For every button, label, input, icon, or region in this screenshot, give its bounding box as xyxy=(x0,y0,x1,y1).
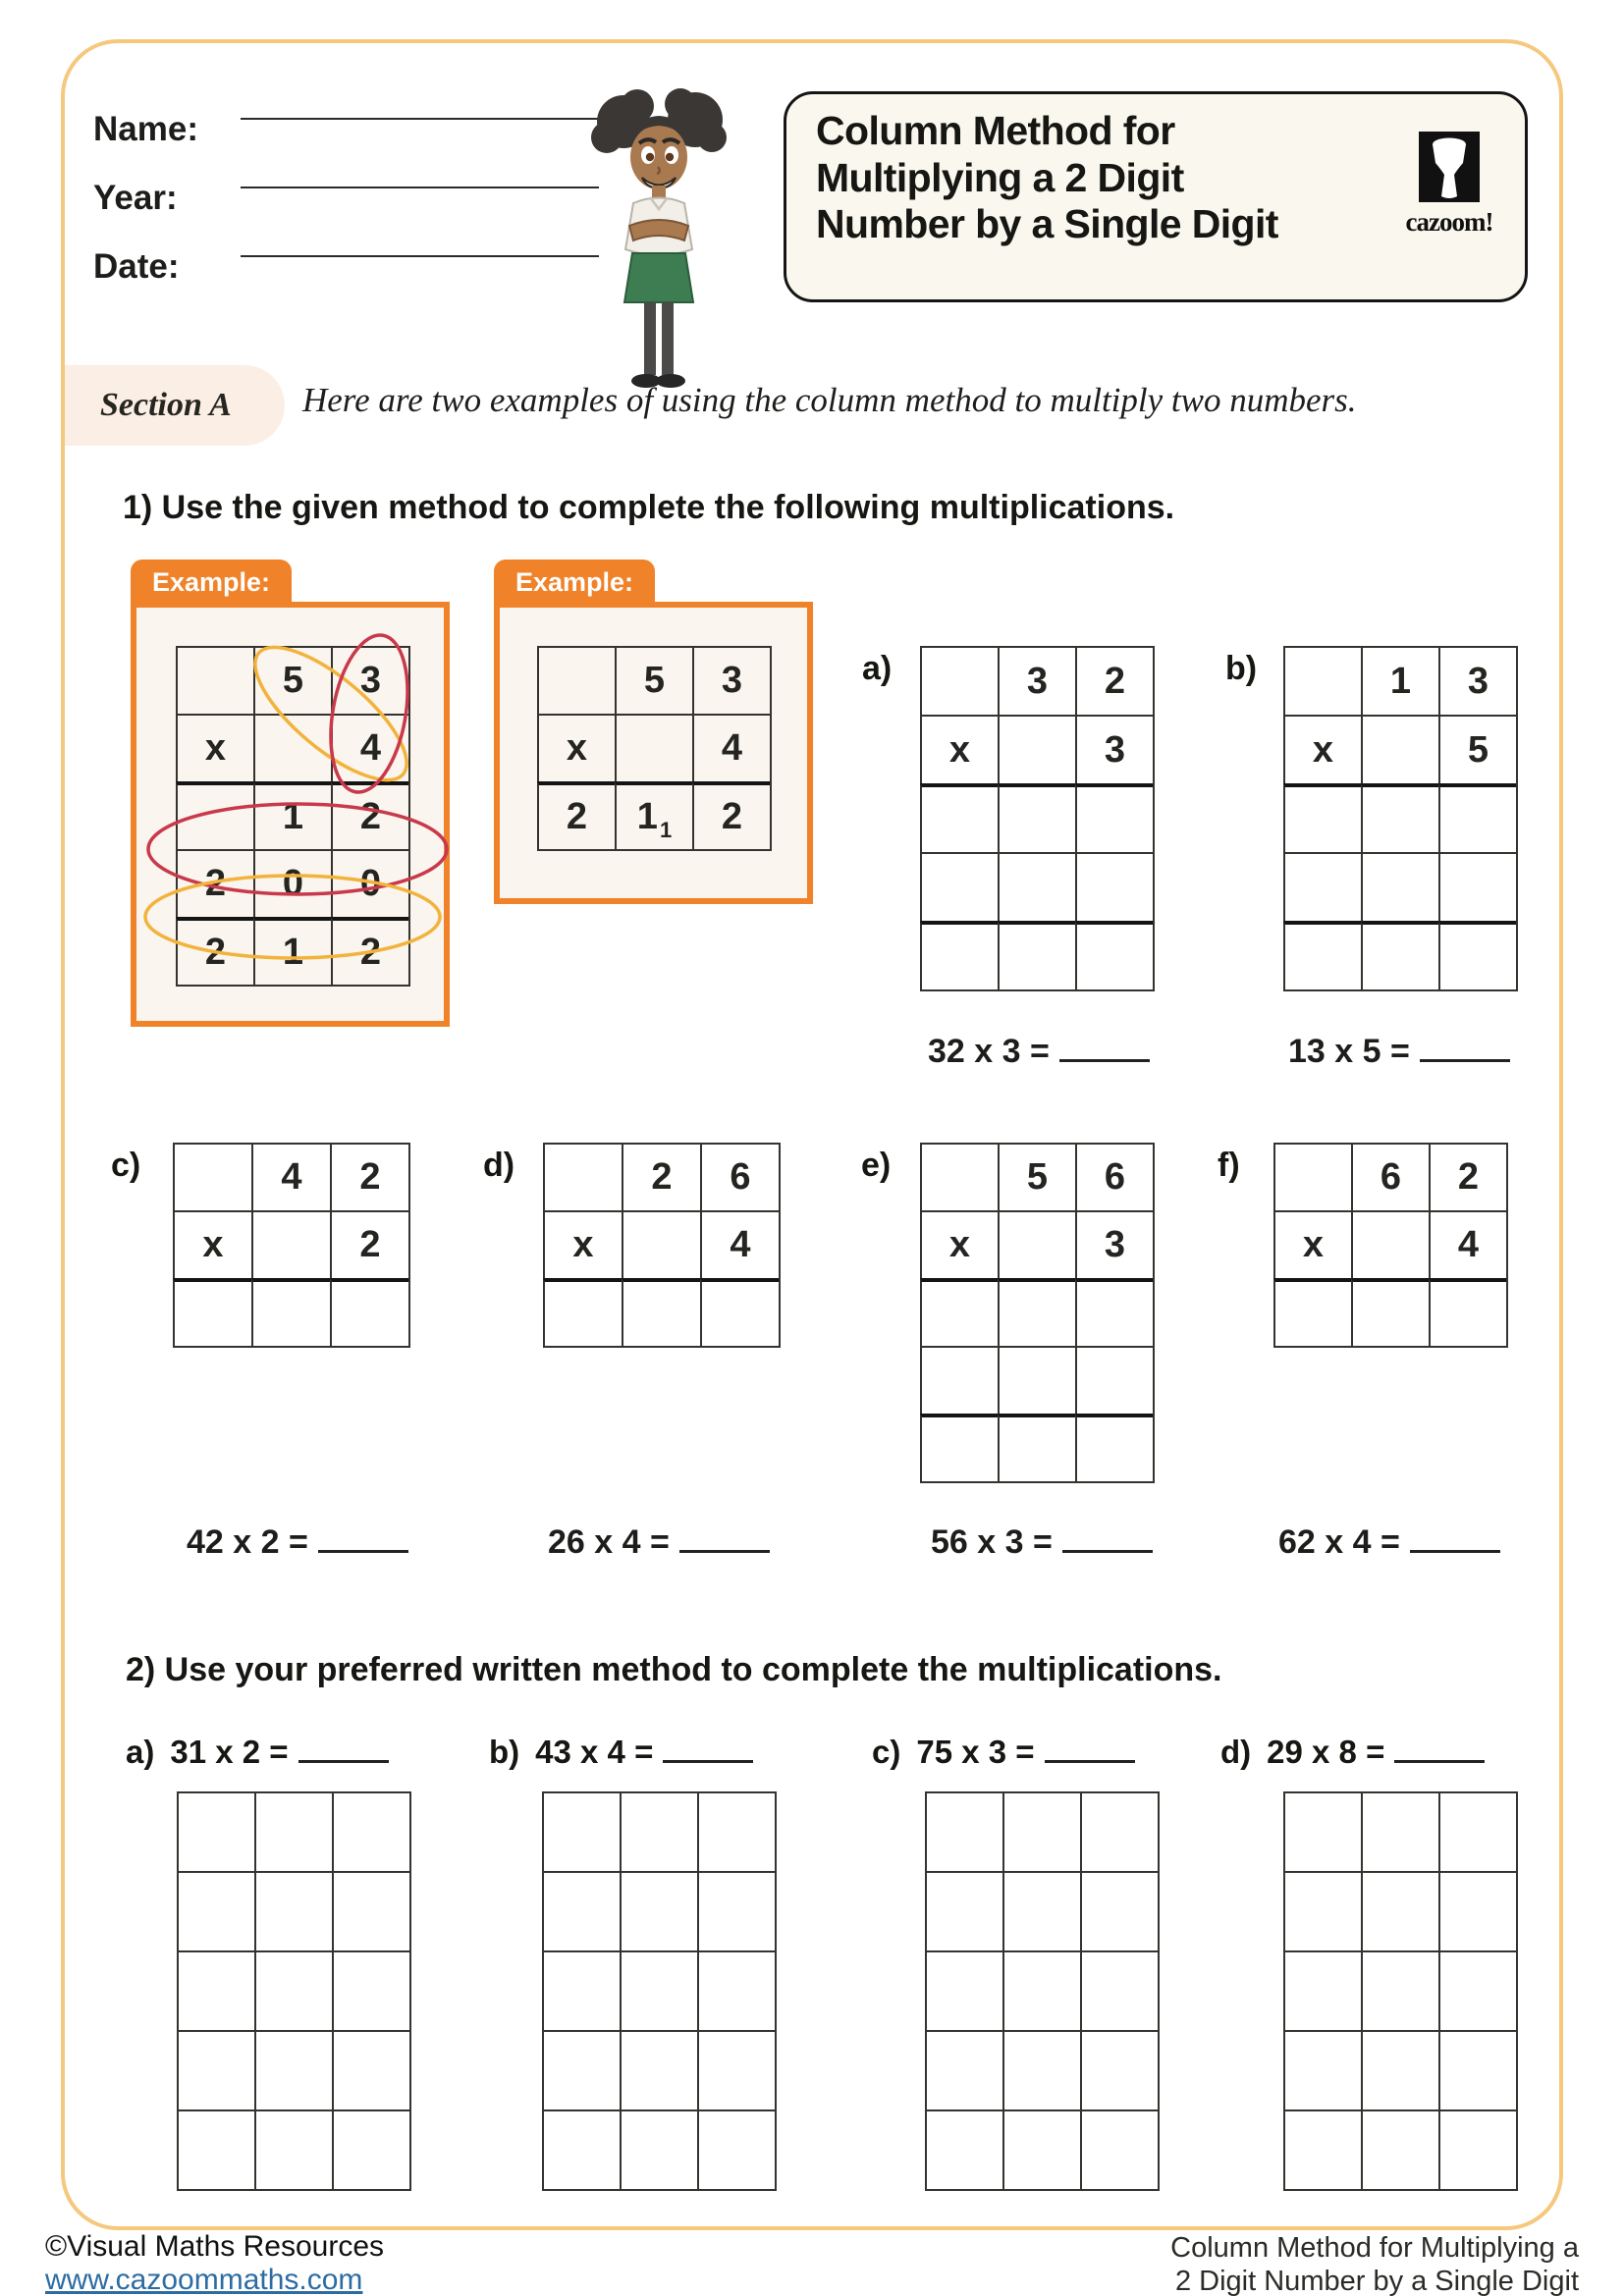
example1-grid xyxy=(176,646,410,987)
grid-cell xyxy=(543,1278,622,1346)
grid-cell xyxy=(620,1871,697,1950)
grid-cell xyxy=(176,781,253,849)
grid-cell xyxy=(925,2109,1002,2189)
grid-cell xyxy=(998,1210,1075,1278)
grid-cell: 0 xyxy=(331,849,408,917)
student-character-illustration xyxy=(584,79,733,409)
problem-c-answer xyxy=(187,1523,408,1562)
grid-cell xyxy=(542,1950,620,2030)
q2-problem-c xyxy=(872,1734,1135,1771)
grid-cell: x xyxy=(920,1210,998,1278)
problem-a-answer-line xyxy=(1059,1036,1150,1062)
problem-b-answer-line xyxy=(1420,1036,1510,1062)
grid-cell xyxy=(542,2109,620,2189)
problem-c-answer-line xyxy=(318,1526,408,1553)
problem-d-answer xyxy=(548,1523,770,1562)
grid-cell xyxy=(254,1871,332,1950)
problem-d-grid xyxy=(543,1143,781,1348)
grid-cell xyxy=(697,1791,775,1871)
grid-cell xyxy=(1361,1871,1438,1950)
grid-cell xyxy=(998,1346,1075,1414)
grid-cell xyxy=(1002,1791,1080,1871)
grid-cell: 6 xyxy=(1351,1143,1429,1210)
cazoom-logo-text: cazoom! xyxy=(1405,207,1493,237)
q2-problem-a-equation: 31 x 2 = xyxy=(170,1734,289,1770)
grid-cell xyxy=(622,1278,700,1346)
grid-cell xyxy=(1351,1278,1429,1346)
q2-problem-a xyxy=(126,1734,389,1771)
footer-copyright: ©Visual Maths Resources xyxy=(45,2230,385,2263)
grid-cell xyxy=(920,852,998,921)
grid-cell xyxy=(1080,2109,1158,2189)
grid-cell: 1 1 xyxy=(615,781,692,849)
section-a-badge xyxy=(65,365,285,446)
grid-cell xyxy=(1283,1950,1361,2030)
grid-cell: 3 xyxy=(692,646,770,714)
section-a-intro: Here are two examples of using the column method to multiply two numbers. xyxy=(302,381,1357,419)
grid-cell xyxy=(998,715,1075,783)
grid-cell: 1 xyxy=(253,781,331,849)
grid-cell xyxy=(254,1950,332,2030)
date-label: Date: xyxy=(93,247,180,286)
worksheet-title xyxy=(816,108,1278,248)
date-line xyxy=(241,255,599,257)
grid-cell: 1 xyxy=(253,917,331,985)
grid-cell xyxy=(620,2030,697,2109)
section-a-badge-label: Section A xyxy=(100,387,232,423)
q2-problem-a-label: a) xyxy=(126,1734,155,1770)
grid-cell: x xyxy=(1273,1210,1351,1278)
grid-cell xyxy=(1080,1791,1158,1871)
grid-cell xyxy=(615,714,692,781)
title-line-1: Column Method for xyxy=(816,108,1175,153)
grid-cell xyxy=(920,1414,998,1481)
grid-cell xyxy=(1438,1871,1516,1950)
q2-grid-a xyxy=(177,1791,411,2191)
grid-cell xyxy=(1283,1791,1361,1871)
year-label: Year: xyxy=(93,179,178,217)
grid-cell xyxy=(1273,1143,1351,1210)
problem-e-equation: 56 x 3 = xyxy=(931,1523,1053,1561)
problem-a-answer xyxy=(928,1033,1150,1071)
q2-problem-b-label: b) xyxy=(489,1734,520,1770)
grid-cell xyxy=(1075,1278,1153,1346)
grid-cell xyxy=(332,2030,409,2109)
example2-grid xyxy=(537,646,772,851)
grid-cell xyxy=(697,1871,775,1950)
cazoom-drum-icon xyxy=(1419,132,1480,207)
grid-cell xyxy=(925,1871,1002,1950)
footer-website-link[interactable]: www.cazoommaths.com xyxy=(45,2264,363,2296)
q2-grid-b xyxy=(542,1791,777,2191)
problem-d-equation: 26 x 4 = xyxy=(548,1523,670,1561)
problem-a-grid xyxy=(920,646,1155,991)
problem-f-answer-line xyxy=(1410,1526,1500,1553)
grid-cell: 4 xyxy=(700,1210,779,1278)
grid-cell xyxy=(542,1791,620,1871)
question2-heading: 2) Use your preferred written method to complete the multiplications. xyxy=(126,1651,1222,1688)
cazoom-logo xyxy=(1389,132,1509,238)
grid-cell xyxy=(173,1278,251,1346)
grid-cell xyxy=(1283,1871,1361,1950)
grid-cell xyxy=(254,1791,332,1871)
problem-c-equation: 42 x 2 = xyxy=(187,1523,308,1561)
grid-cell: 4 xyxy=(692,714,770,781)
problem-b-equation: 13 x 5 = xyxy=(1288,1033,1410,1070)
grid-cell xyxy=(697,2109,775,2189)
problem-e-label: e) xyxy=(861,1147,892,1184)
grid-cell xyxy=(622,1210,700,1278)
grid-cell: x xyxy=(176,714,253,781)
grid-cell xyxy=(1438,2109,1516,2189)
grid-cell xyxy=(1075,852,1153,921)
grid-cell: x xyxy=(537,714,615,781)
grid-cell xyxy=(998,852,1075,921)
q2-grid-d xyxy=(1283,1791,1518,2191)
grid-cell xyxy=(1080,2030,1158,2109)
q2-problem-d-answer-line xyxy=(1394,1736,1485,1763)
grid-cell xyxy=(177,1791,254,1871)
grid-cell: 4 xyxy=(251,1143,330,1210)
grid-cell: 3 xyxy=(331,646,408,714)
grid-cell: 2 xyxy=(692,781,770,849)
grid-cell: x xyxy=(173,1210,251,1278)
grid-cell xyxy=(1283,646,1361,715)
grid-cell xyxy=(537,646,615,714)
grid-cell xyxy=(177,1871,254,1950)
grid-cell: 0 xyxy=(253,849,331,917)
problem-e-answer xyxy=(931,1523,1153,1562)
title-line-2: Multiplying a 2 Digit xyxy=(816,154,1184,200)
grid-cell xyxy=(620,1950,697,2030)
footer-title-line2: 2 Digit Number by a Single Digit xyxy=(1174,2266,1579,2296)
grid-cell xyxy=(253,714,331,781)
grid-cell xyxy=(920,783,998,852)
grid-cell xyxy=(332,1950,409,2030)
grid-cell xyxy=(998,1278,1075,1346)
problem-f-answer xyxy=(1278,1523,1500,1562)
grid-cell xyxy=(1438,1791,1516,1871)
grid-cell: 2 xyxy=(176,917,253,985)
grid-cell: 1 xyxy=(1361,646,1438,715)
grid-cell: 6 xyxy=(700,1143,779,1210)
problem-c-label: c) xyxy=(111,1147,141,1184)
grid-cell xyxy=(1283,921,1361,989)
grid-cell xyxy=(1075,1346,1153,1414)
grid-cell xyxy=(177,2030,254,2109)
grid-cell xyxy=(542,1871,620,1950)
problem-e-answer-line xyxy=(1062,1526,1153,1553)
grid-cell xyxy=(1438,1950,1516,2030)
grid-cell xyxy=(700,1278,779,1346)
grid-cell: 2 xyxy=(331,917,408,985)
year-line xyxy=(241,187,599,188)
grid-cell: 2 xyxy=(622,1143,700,1210)
grid-cell: 6 xyxy=(1075,1143,1153,1210)
grid-cell: 2 xyxy=(1075,646,1153,715)
grid-cell xyxy=(1283,783,1361,852)
q2-problem-d xyxy=(1220,1734,1485,1771)
grid-cell: 5 xyxy=(615,646,692,714)
problem-f-equation: 62 x 4 = xyxy=(1278,1523,1400,1561)
grid-cell xyxy=(1361,2109,1438,2189)
grid-cell xyxy=(173,1143,251,1210)
problem-f-grid xyxy=(1273,1143,1508,1348)
grid-cell xyxy=(1361,1791,1438,1871)
grid-cell xyxy=(543,1143,622,1210)
grid-cell xyxy=(1438,852,1516,921)
grid-cell xyxy=(1075,921,1153,989)
grid-cell xyxy=(1429,1278,1506,1346)
title-line-3: Number by a Single Digit xyxy=(816,201,1278,247)
grid-cell: 5 xyxy=(253,646,331,714)
grid-cell xyxy=(1438,921,1516,989)
grid-cell: 3 xyxy=(1075,1210,1153,1278)
grid-cell xyxy=(330,1278,408,1346)
name-line xyxy=(241,118,599,120)
grid-cell xyxy=(1080,1871,1158,1950)
grid-cell: 2 xyxy=(331,781,408,849)
worksheet-title-box xyxy=(784,91,1528,302)
problem-a-equation: 32 x 3 = xyxy=(928,1033,1050,1070)
q2-problem-c-equation: 75 x 3 = xyxy=(916,1734,1035,1770)
grid-cell xyxy=(542,2030,620,2109)
grid-cell xyxy=(332,2109,409,2189)
grid-cell xyxy=(177,2109,254,2189)
question1-heading: 1) Use the given method to complete the following multiplications. xyxy=(123,489,1175,526)
grid-cell xyxy=(1002,2109,1080,2189)
grid-cell xyxy=(1002,2030,1080,2109)
q2-problem-b xyxy=(489,1734,753,1771)
grid-cell: 2 xyxy=(330,1210,408,1278)
problem-a-label: a) xyxy=(862,650,893,687)
grid-cell: 2 xyxy=(176,849,253,917)
grid-cell xyxy=(925,2030,1002,2109)
grid-cell: 2 xyxy=(1429,1143,1506,1210)
grid-cell xyxy=(1283,2030,1361,2109)
grid-cell xyxy=(1438,2030,1516,2109)
grid-cell xyxy=(177,1950,254,2030)
grid-cell xyxy=(697,1950,775,2030)
grid-cell xyxy=(1283,852,1361,921)
grid-cell xyxy=(254,2030,332,2109)
grid-cell xyxy=(920,1346,998,1414)
grid-cell xyxy=(920,646,998,715)
grid-cell xyxy=(332,1791,409,1871)
grid-cell xyxy=(1361,852,1438,921)
grid-cell: 2 xyxy=(537,781,615,849)
q2-problem-d-equation: 29 x 8 = xyxy=(1267,1734,1385,1770)
grid-cell xyxy=(1075,1414,1153,1481)
grid-cell xyxy=(1075,783,1153,852)
problem-d-label: d) xyxy=(483,1147,515,1184)
grid-cell: x xyxy=(920,715,998,783)
grid-cell xyxy=(251,1210,330,1278)
grid-cell xyxy=(251,1278,330,1346)
grid-cell: 3 xyxy=(998,646,1075,715)
problem-f-label: f) xyxy=(1218,1147,1240,1184)
grid-cell xyxy=(332,1871,409,1950)
q2-grid-c xyxy=(925,1791,1160,2191)
grid-cell xyxy=(620,2109,697,2189)
problem-b-grid xyxy=(1283,646,1518,991)
q2-problem-a-answer-line xyxy=(298,1736,389,1763)
problem-b-label: b) xyxy=(1225,650,1258,687)
grid-cell: x xyxy=(1283,715,1361,783)
footer-title-line1: Column Method for Multiplying a xyxy=(1170,2232,1579,2264)
q2-problem-c-label: c) xyxy=(872,1734,901,1770)
grid-cell xyxy=(254,2109,332,2189)
grid-cell xyxy=(1361,1950,1438,2030)
grid-cell xyxy=(1283,2109,1361,2189)
grid-cell xyxy=(1351,1210,1429,1278)
q2-problem-b-equation: 43 x 4 = xyxy=(535,1734,654,1770)
grid-cell xyxy=(176,646,253,714)
problem-c-grid xyxy=(173,1143,410,1348)
grid-cell xyxy=(925,1950,1002,2030)
grid-cell xyxy=(1361,2030,1438,2109)
grid-cell: 3 xyxy=(1438,646,1516,715)
grid-cell xyxy=(920,1278,998,1346)
grid-cell xyxy=(925,1791,1002,1871)
grid-cell: 4 xyxy=(331,714,408,781)
grid-cell xyxy=(1002,1871,1080,1950)
grid-cell xyxy=(998,1414,1075,1481)
grid-cell xyxy=(697,2030,775,2109)
name-label: Name: xyxy=(93,110,198,148)
example1-tab: Example: xyxy=(131,560,292,605)
example2-tab: Example: xyxy=(494,560,655,605)
grid-cell xyxy=(920,1143,998,1210)
grid-cell xyxy=(620,1791,697,1871)
grid-cell xyxy=(1361,783,1438,852)
q2-problem-b-answer-line xyxy=(663,1736,753,1763)
q2-problem-d-label: d) xyxy=(1220,1734,1252,1770)
grid-cell xyxy=(998,783,1075,852)
q2-problem-c-answer-line xyxy=(1045,1736,1135,1763)
grid-cell: 4 xyxy=(1429,1210,1506,1278)
grid-cell xyxy=(1273,1278,1351,1346)
grid-cell: 5 xyxy=(1438,715,1516,783)
grid-cell xyxy=(1361,715,1438,783)
grid-cell xyxy=(920,921,998,989)
grid-cell: x xyxy=(543,1210,622,1278)
grid-cell xyxy=(1361,921,1438,989)
problem-b-answer xyxy=(1288,1033,1510,1071)
grid-cell xyxy=(1438,783,1516,852)
grid-cell xyxy=(1080,1950,1158,2030)
grid-cell: 5 xyxy=(998,1143,1075,1210)
problem-d-answer-line xyxy=(679,1526,770,1553)
grid-cell: 2 xyxy=(330,1143,408,1210)
grid-cell: 3 xyxy=(1075,715,1153,783)
problem-e-grid xyxy=(920,1143,1155,1483)
grid-cell xyxy=(998,921,1075,989)
grid-cell xyxy=(1002,1950,1080,2030)
